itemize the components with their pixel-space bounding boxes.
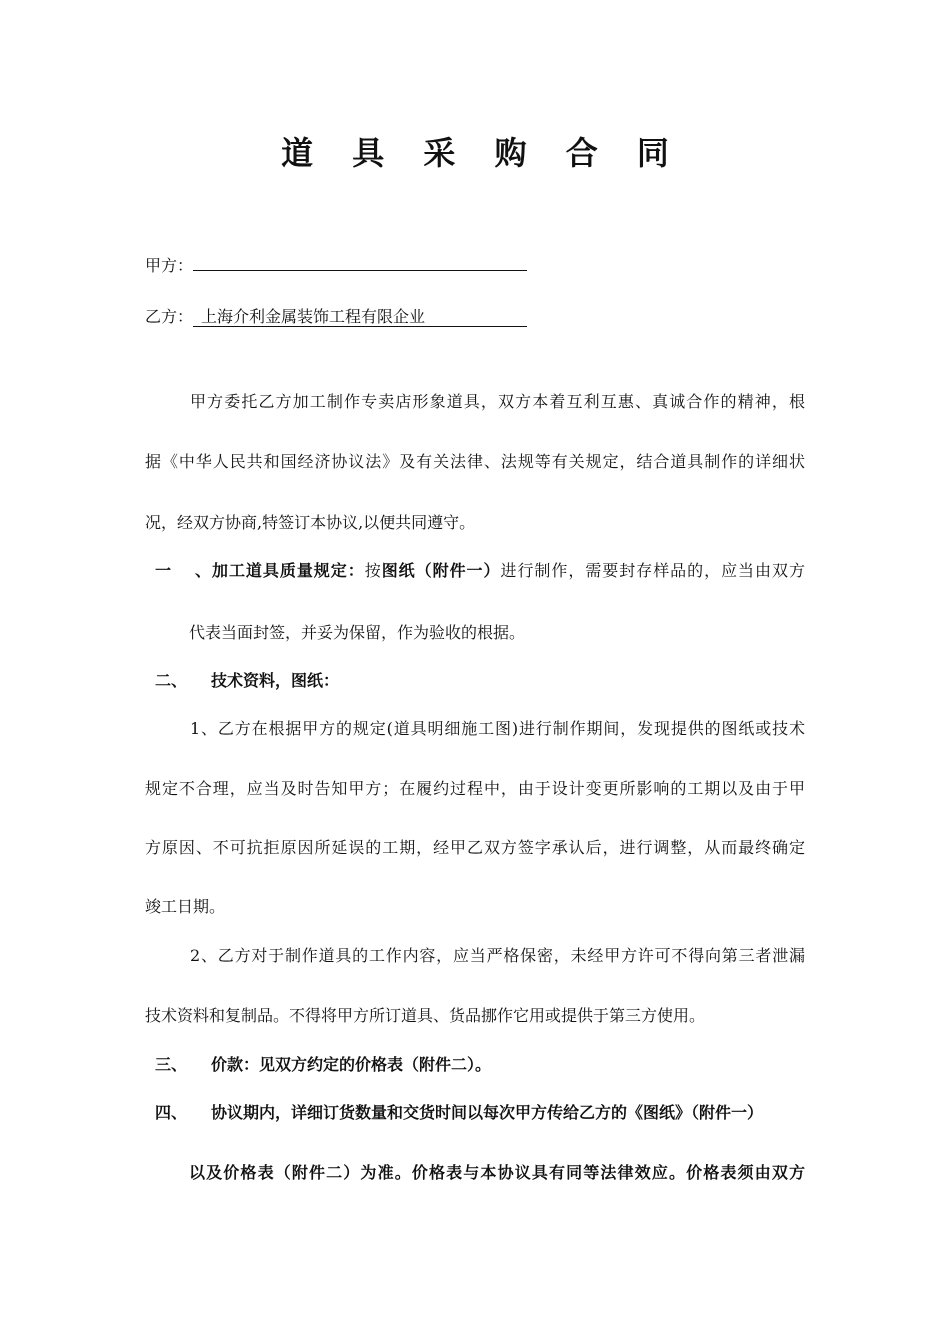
party-b-name: 上海介利金属装饰工程有限企业 bbox=[193, 308, 527, 327]
section-4-number: 四、 bbox=[155, 1103, 188, 1122]
section-2-item-1-line-2: 规定不合理，应当及时告知甲方；在履约过程中，由于设计变更所影响的工期以及由于甲 bbox=[145, 779, 805, 798]
section-4-line-1 bbox=[155, 1100, 805, 1123]
section-1-line-2: 代表当面封签，并妥为保留，作为验收的根据。 bbox=[189, 623, 526, 642]
attachment-1-ref: 图纸（附件一） bbox=[381, 561, 501, 580]
section-1-number: 一、 bbox=[155, 561, 211, 580]
section-2-heading: 技术资料，图纸： bbox=[211, 671, 340, 690]
section-3-text: 价款：见双方约定的价格表（附件二）。 bbox=[211, 1055, 492, 1074]
intro-line-3: 况，经双方协商,特签订本协议,以便共同遵守。 bbox=[145, 513, 476, 532]
section-3-number: 三、 bbox=[155, 1055, 188, 1074]
section-4-line-2: 以及价格表（附件二）为准。价格表与本协议具有同等法律效应。价格表须由双方 bbox=[189, 1163, 805, 1182]
section-2-item-1-line-1: 1、乙方在根据甲方的规定(道具明细施工图)进行制作期间，发现提供的图纸或技术 bbox=[190, 719, 805, 738]
intro-line-1: 甲方委托乙方加工制作专卖店形象道具，双方本着互利互惠、真诚合作的精神，根 bbox=[190, 392, 805, 411]
section-2-item-1-line-4: 竣工日期。 bbox=[145, 897, 226, 916]
section-2-number: 二、 bbox=[155, 671, 188, 690]
section-2-item-2-line-2: 技术资料和复制品。不得将甲方所订道具、货品挪作它用或提供于第三方使用。 bbox=[145, 1006, 706, 1025]
section-2-item-2-line-1: 2、乙方对于制作道具的工作内容，应当严格保密，未经甲方许可不得向第三者泄漏 bbox=[190, 946, 805, 965]
document-title: 道 具 采 购 合 同 bbox=[281, 134, 683, 172]
party-b-line bbox=[145, 304, 527, 327]
section-3-line bbox=[155, 1052, 805, 1075]
party-a-blank bbox=[193, 252, 527, 271]
intro-line-2: 据《中华人民共和国经济协议法》及有关法律、法规等有关规定，结合道具制作的详细状 bbox=[145, 452, 805, 471]
section-1-line-1: 一、加工道具质量规定：按图纸（附件一）进行制作，需要封存样品的，应当由双方 bbox=[155, 558, 805, 581]
section-2-item-1-line-3: 方原因、不可抗拒原因所延误的工期，经甲乙双方签字承认后，进行调整，从而最终确定 bbox=[145, 838, 805, 857]
section-1-heading: 加工道具质量规定： bbox=[211, 561, 365, 580]
party-a-line bbox=[145, 252, 527, 276]
section-2-heading-line bbox=[155, 668, 805, 691]
party-a-label: 甲方： bbox=[145, 256, 194, 275]
section-4-text: 协议期内，详细订货数量和交货时间以每次甲方传给乙方的《图纸》（附件一） bbox=[211, 1103, 764, 1122]
party-b-label: 乙方： bbox=[145, 307, 194, 326]
